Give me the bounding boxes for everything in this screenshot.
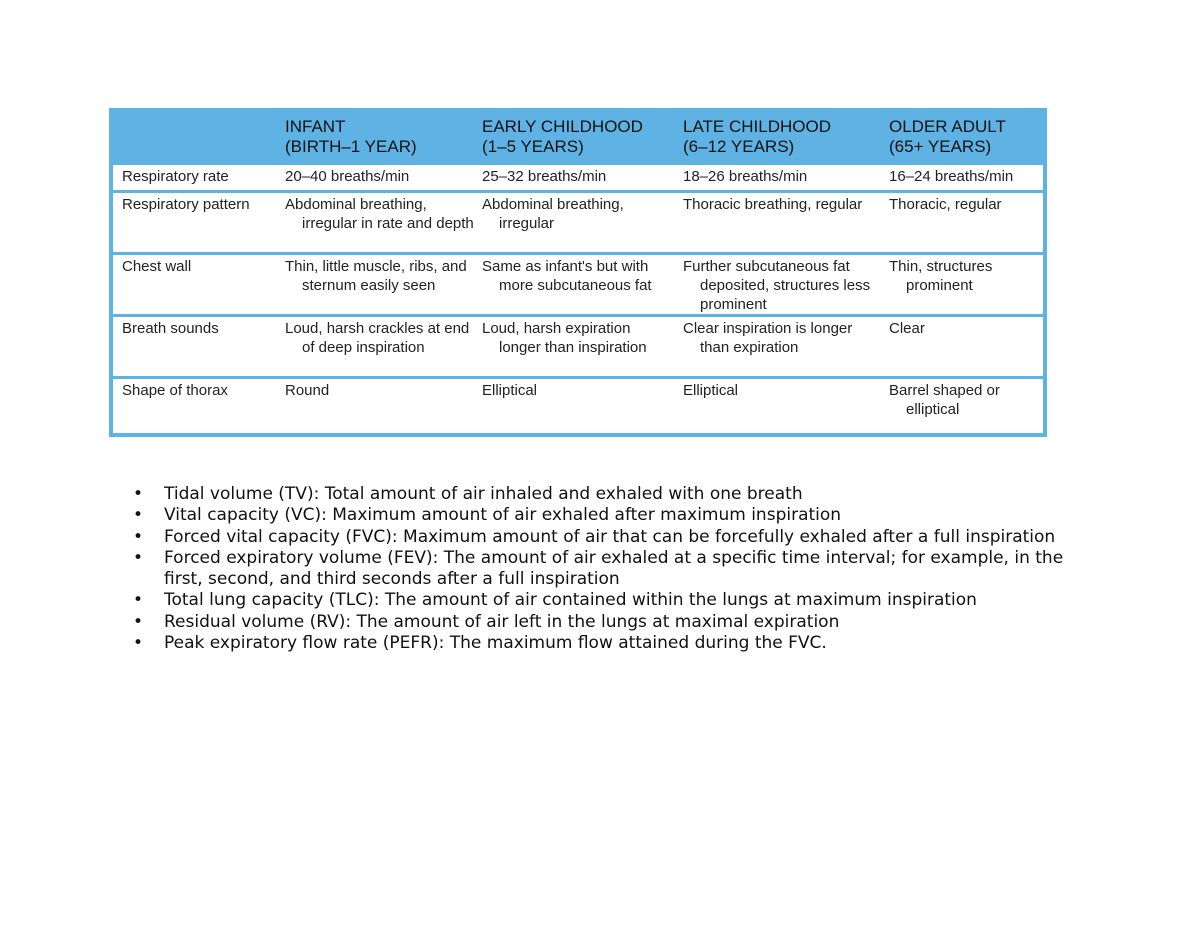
table-cell (281, 165, 478, 190)
cell-text: Clear inspiration is longer than expiration (683, 320, 853, 356)
table-cell (885, 314, 1043, 376)
list-item-text: Vital capacity (VC): Maximum amount of air exhaled after maximum inspiration (164, 505, 842, 526)
cell-text: Elliptical (482, 382, 538, 399)
cell-text: 20–40 breaths/min (285, 168, 410, 185)
list-item-text: Forced expiratory volume (FEV): The amount of air exhaled at a specific time interval; for example, in the first, second, and third seconds after a full inspiration (164, 547, 1064, 590)
cell-text: 16–24 breaths/min (889, 168, 1014, 185)
cell-text: 25–32 breaths/min (482, 168, 607, 185)
cell-text: Loud, harsh expiration longer than inspiration (482, 320, 647, 356)
bullet-icon: • (133, 505, 144, 526)
row-label: Chest wall (113, 252, 281, 314)
bullet-icon: • (133, 484, 144, 504)
table-cell (885, 190, 1043, 252)
cell-text: Loud, harsh crackles at end of deep inspiration (285, 320, 470, 356)
list-item (133, 505, 1093, 526)
row-label: Breath sounds (113, 314, 281, 376)
list-item-text: Tidal volume (TV): Total amount of air inhaled and exhaled with one breath (164, 484, 803, 504)
list-item (133, 484, 1093, 505)
header-cell-empty (113, 108, 281, 165)
row-label: Respiratory rate (113, 165, 281, 190)
row-label: Shape of thorax (113, 376, 281, 433)
cell-text: Round (285, 382, 330, 399)
list-item (133, 590, 1093, 611)
header-cell-late-childhood (679, 108, 885, 165)
list-item-text: Forced vital capacity (FVC): Maximum amount of air that can be forcefully exhaled after a full inspiration (164, 526, 1056, 547)
cell-text: Barrel shaped or elliptical (889, 382, 1000, 418)
header-line2: (BIRTH–1 YEAR) (285, 137, 417, 156)
table-cell (885, 376, 1043, 433)
table-cell (679, 165, 885, 190)
header-line2: (1–5 YEARS) (482, 137, 584, 156)
table-header-row (113, 108, 1043, 165)
cell-text: Thin, little muscle, ribs, and sternum easily seen (285, 258, 467, 294)
cell-text: Abdominal breathing, irregular (482, 196, 624, 232)
table-cell (281, 252, 478, 314)
header-cell-infant (281, 108, 478, 165)
cell-text: Thin, structures prominent (889, 258, 993, 294)
table-cell (885, 165, 1043, 190)
table-row (113, 190, 1043, 252)
header-line2: (6–12 YEARS) (683, 137, 795, 156)
table-row (113, 165, 1043, 190)
table-cell (281, 376, 478, 433)
table-cell (478, 376, 679, 433)
table-cell (478, 252, 679, 314)
header-line1: EARLY CHILDHOOD (482, 117, 643, 136)
bullet-icon: • (133, 547, 144, 568)
cell-text: 18–26 breaths/min (683, 168, 808, 185)
bullet-icon: • (133, 633, 144, 654)
bullet-icon: • (133, 526, 144, 547)
table-cell (478, 190, 679, 252)
table-cell (679, 376, 885, 433)
header-line2: (65+ YEARS) (889, 137, 992, 156)
table-cell (281, 190, 478, 252)
bullet-icon: • (133, 611, 144, 632)
list-item (133, 548, 1093, 591)
cell-text: Thoracic, regular (889, 196, 1002, 213)
table-row (113, 252, 1043, 314)
list-item-text: Total lung capacity (TLC): The amount of air contained within the lungs at maximum inspiration (164, 590, 977, 611)
bullet-icon: • (133, 590, 144, 611)
table-row (113, 376, 1043, 433)
table-cell (478, 165, 679, 190)
table-cell (679, 252, 885, 314)
table-cell (679, 190, 885, 252)
row-label: Respiratory pattern (113, 190, 281, 252)
cell-text: Further subcutaneous fat deposited, structures less prominent (683, 258, 871, 313)
header-line1: INFANT (285, 117, 346, 136)
header-line1: OLDER ADULT (889, 117, 1006, 136)
cell-text: Abdominal breathing, irregular in rate and depth (285, 196, 474, 232)
respiratory-comparison-table (113, 108, 1043, 433)
respiratory-comparison-table-frame (109, 108, 1047, 437)
list-item-text: Residual volume (RV): The amount of air left in the lungs at maximal expiration (164, 611, 840, 632)
cell-text: Clear (889, 320, 925, 337)
table-cell (281, 314, 478, 376)
list-item (133, 612, 1093, 633)
cell-text: Same as infant's but with more subcutaneous fat (482, 258, 652, 294)
header-cell-early-childhood (478, 108, 679, 165)
table-cell (679, 314, 885, 376)
cell-text: Thoracic breathing, regular (683, 196, 863, 213)
header-cell-older-adult (885, 108, 1043, 165)
cell-text: Elliptical (683, 382, 739, 399)
header-line1: LATE CHILDHOOD (683, 117, 831, 136)
lung-volume-definitions-list (133, 484, 1093, 654)
list-item (133, 633, 1093, 654)
list-item (133, 527, 1093, 548)
table-cell (478, 314, 679, 376)
table-row (113, 314, 1043, 376)
table-cell (885, 252, 1043, 314)
list-item-text: Peak expiratory flow rate (PEFR): The maximum flow attained during the FVC. (164, 633, 827, 654)
